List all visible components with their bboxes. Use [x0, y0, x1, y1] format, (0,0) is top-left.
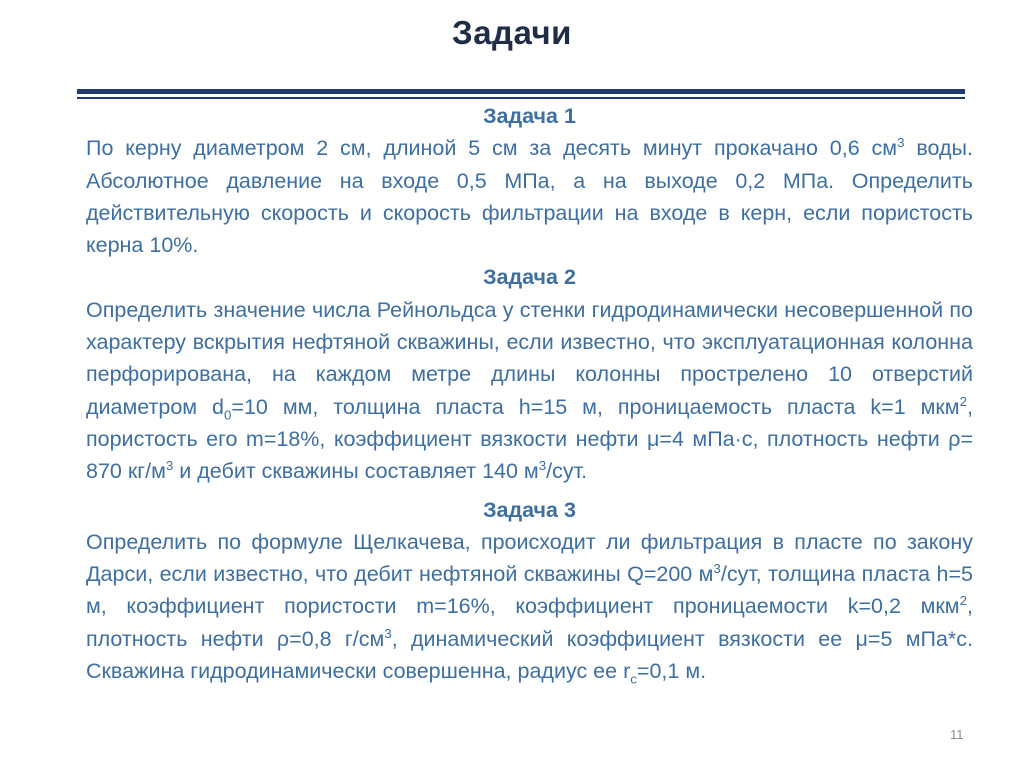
- superscript: 3: [538, 458, 547, 474]
- task-3-text-part: , динамический коэффициент вязкости ее μ=5 мПа*с. Скважина гидродинамически совершенна, радиус ее r: [86, 626, 973, 684]
- superscript: 3: [165, 458, 174, 474]
- task-2-text: [86, 294, 973, 488]
- task-2-heading: Задача 2: [483, 265, 576, 290]
- task-2: [86, 261, 973, 487]
- task-3-text-part: =0,1 м.: [636, 659, 707, 684]
- title-divider-thin: [77, 97, 965, 99]
- slide-title: Задачи: [452, 14, 572, 51]
- page-number: 11: [950, 727, 964, 742]
- task-1-text-part: воды. Абсолютное давление на входе 0,5 МПа, а на выходе 0,2 МПа. Определить действительную скорость и скорость фильтрации на входе в керн, если пористость керна 10%.: [86, 136, 973, 258]
- task-2-text-part: =10 мм, толщина пласта h=15 м, проницаемость пласта k=1 мкм: [231, 394, 960, 419]
- superscript: 2: [959, 593, 968, 609]
- subscript: 0: [223, 406, 232, 422]
- task-3-text-part: /сут, толщина пласта h=5 м, коэффициент пористости m=16%, коэффициент проницаемости k=0,2 мкм: [86, 562, 973, 619]
- task-3-text-part: Определить по формуле Щелкачева, происходит ли фильтрация в пласте по закону Дарси, если известно, что дебит нефтяной скважины Q=200 м: [86, 529, 973, 587]
- subscript: c: [630, 671, 637, 687]
- task-2-text-part: /сут.: [546, 459, 588, 484]
- superscript: 3: [897, 135, 905, 151]
- task-3-heading: Задача 3: [483, 497, 576, 522]
- task-3-text-part: , плотность нефти ρ=0,8 г/см: [86, 594, 973, 651]
- tasks-content: [86, 100, 973, 687]
- task-1-text-part: По керну диаметром 2 см, длиной 5 см за десять минут прокачано 0,6 см: [86, 136, 898, 161]
- task-3-text: [86, 526, 973, 687]
- task-1-text: [86, 132, 973, 261]
- task-2-text-part: и дебит скважины составляет 140 м: [173, 459, 539, 484]
- superscript: 2: [959, 393, 968, 409]
- task-2-text-part: Определить значение числа Рейнольдса у стенки гидродинамически несовершенной по характеру вскрытия нефтяной скважины, если известно, что эксплуатационная колонна перфорирована, на каждом метре длины колонны прострелено 10 отверстий диаметром d: [86, 297, 973, 419]
- superscript: 3: [713, 561, 721, 576]
- task-1-heading: Задача 1: [483, 104, 576, 128]
- task-2-text-part: , пористость его m=18%, коэффициент вязкости нефти μ=4 мПа·с, плотность нефти ρ= 870 кг/м: [86, 394, 973, 484]
- title-divider-thick: [77, 89, 965, 94]
- superscript: 3: [384, 625, 392, 641]
- task-1: [86, 100, 973, 261]
- task-3: [86, 494, 973, 688]
